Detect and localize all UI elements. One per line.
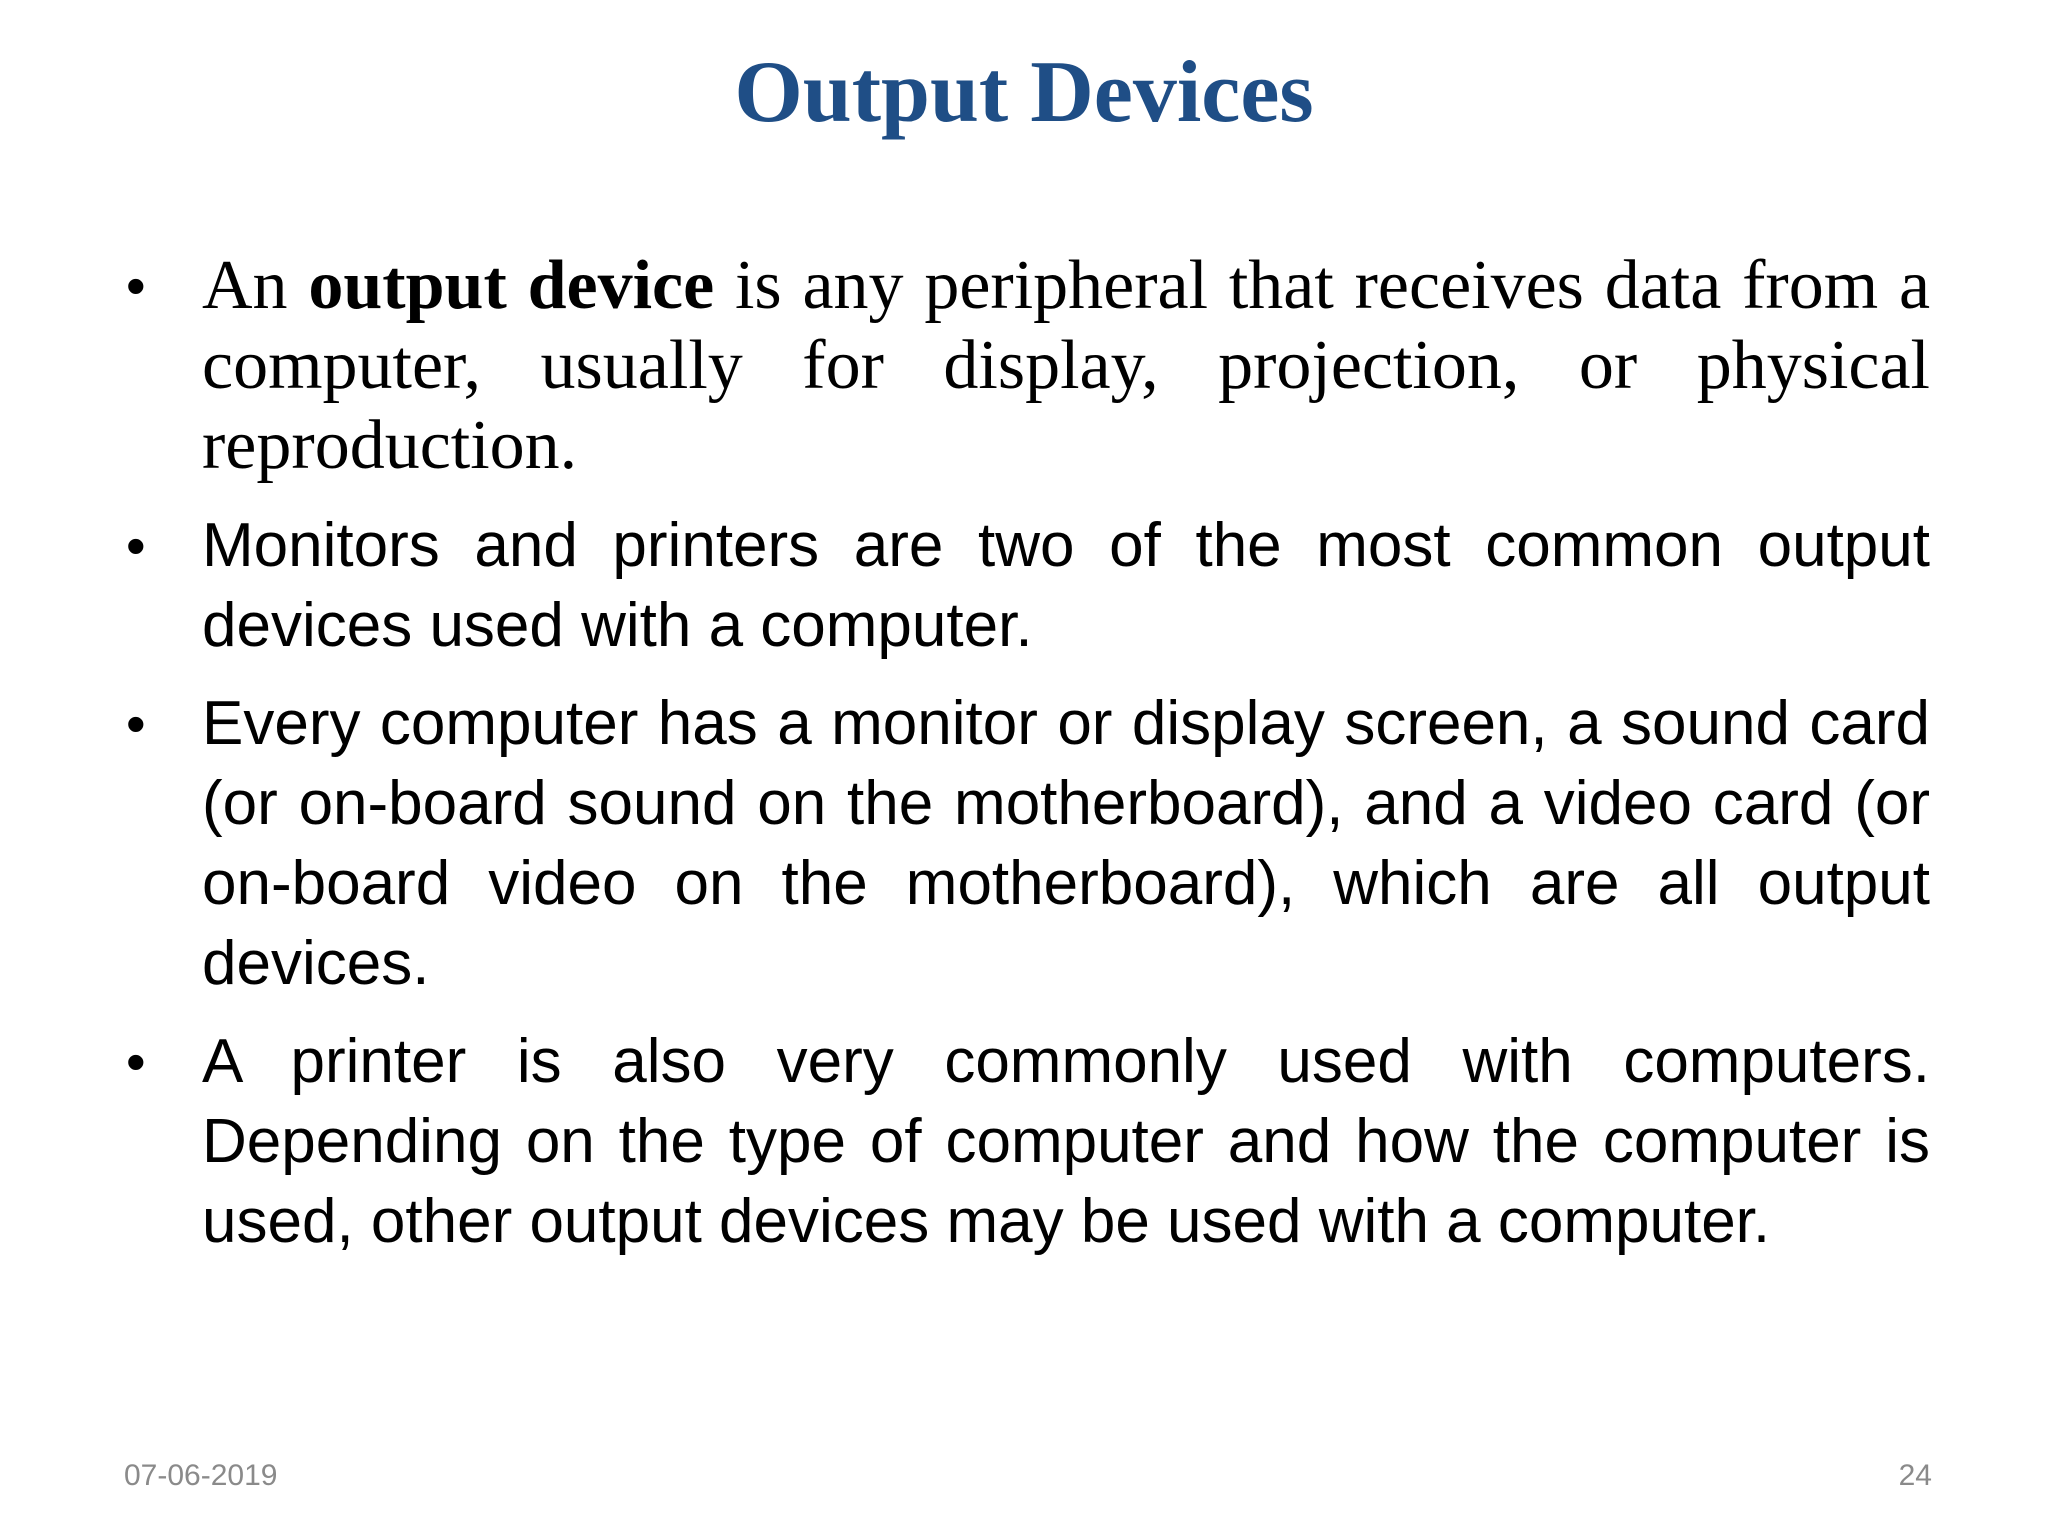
page-number: 24	[1898, 1459, 1932, 1492]
bullet-item-2	[118, 506, 1930, 666]
bullet-marker: •	[126, 514, 146, 577]
slide-title: Output Devices	[734, 44, 1314, 141]
bullet-text: A printer is also very commonly used with computers. Depending on the type of computer and how the computer is used, other output devices may be used with a computer.	[202, 1027, 1930, 1256]
bullet-marker: •	[126, 692, 146, 755]
bullet-text: Monitors and printers are two of the most common output devices used with a computer.	[202, 511, 1930, 660]
bullet-text: Every computer has a monitor or display screen, a sound card (or on-board sound on the motherboard), and a video card (or on-board video on the motherboard), which are all output devices.	[202, 689, 1930, 998]
bullet-text-bold: output device	[308, 247, 715, 324]
bullet-marker: •	[126, 254, 146, 317]
bullet-marker: •	[126, 1030, 146, 1093]
bullet-item-3	[118, 684, 1930, 1004]
bullet-list	[118, 246, 1930, 1280]
bullet-item-1	[118, 246, 1930, 486]
bullet-text-pre: An	[202, 247, 309, 324]
footer-date: 07-06-2019	[124, 1459, 278, 1492]
bullet-text-post: is any peripheral that receives data from a computer, usually for display, projection, or physical reproduction.	[202, 247, 1931, 484]
bullet-item-4	[118, 1022, 1930, 1262]
